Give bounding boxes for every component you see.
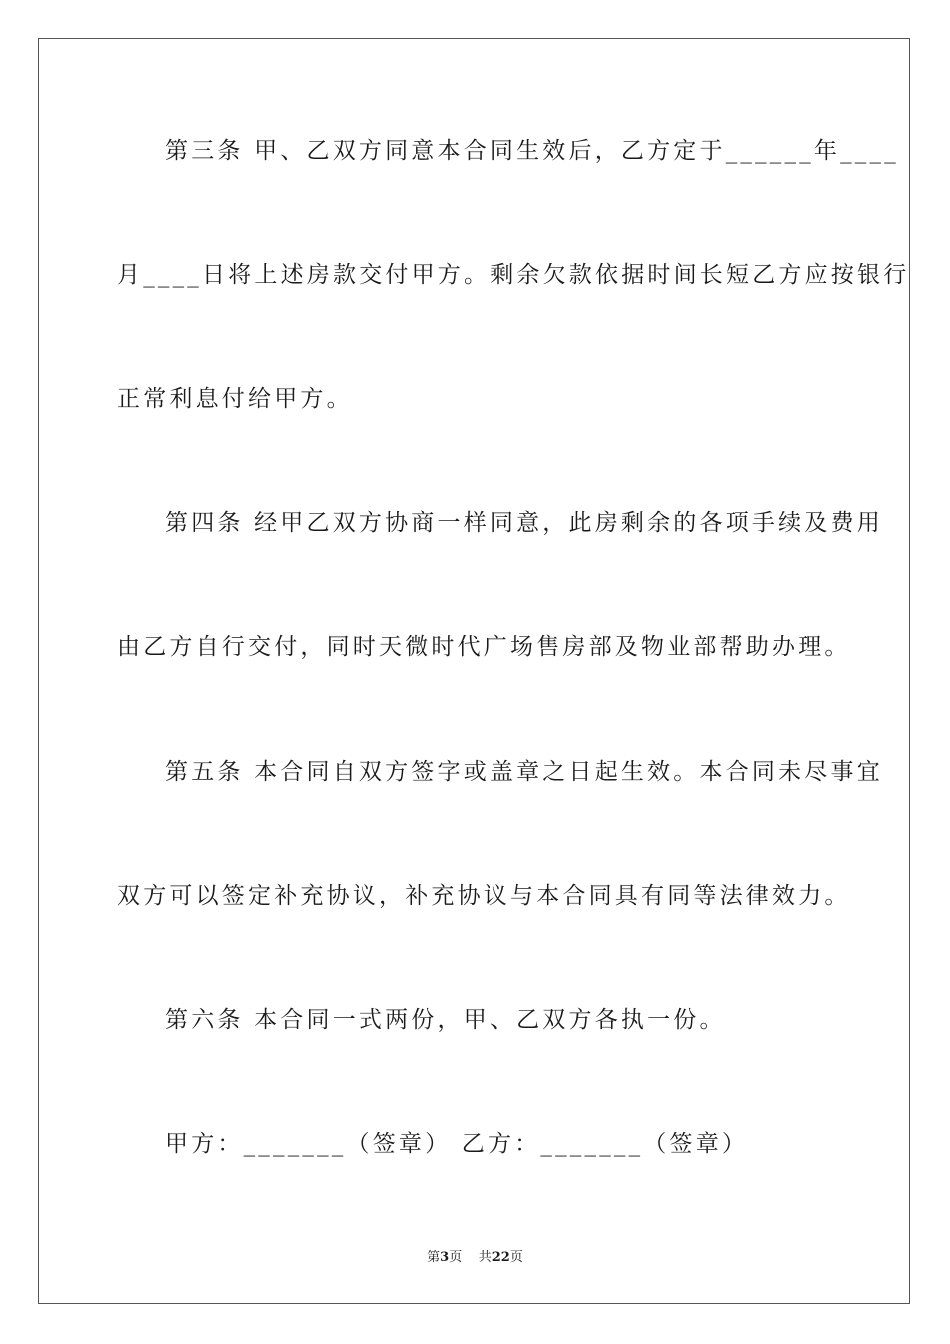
article-5-line-2: 双方可以签定补充协议，补充协议与本合同具有同等法律效力。 bbox=[117, 883, 851, 909]
signature-line: 甲方：_______（签章） 乙方：_______（签章） bbox=[165, 1131, 749, 1157]
footer-page-suffix: 页 bbox=[449, 1250, 463, 1265]
article-5-line-1: 第五条 本合同自双方签字或盖章之日起生效。本合同未尽事宜 bbox=[165, 759, 883, 785]
article-4-line-2: 由乙方自行交付，同时天微时代广场售房部及物业部帮助办理。 bbox=[117, 634, 851, 660]
footer-total-prefix: 共 bbox=[478, 1250, 492, 1265]
article-3-line-1: 第三条 甲、乙双方同意本合同生效后，乙方定于______年____ bbox=[165, 138, 899, 164]
footer-total-suffix: 页 bbox=[509, 1250, 523, 1265]
page-border bbox=[38, 38, 910, 1304]
footer-page-current: 3 bbox=[440, 1250, 450, 1265]
article-3-line-3: 正常利息付给甲方。 bbox=[117, 386, 353, 412]
footer-page-prefix: 第 bbox=[427, 1250, 441, 1265]
footer-page-total: 22 bbox=[491, 1250, 510, 1265]
page-footer bbox=[0, 1246, 950, 1265]
article-3-line-2: 月____日将上述房款交付甲方。剩余欠款依据时间长短乙方应按银行 bbox=[117, 262, 910, 288]
article-4-line-1: 第四条 经甲乙双方协商一样同意，此房剩余的各项手续及费用 bbox=[165, 510, 883, 536]
article-6-line-1: 第六条 本合同一式两份，甲、乙双方各执一份。 bbox=[165, 1007, 726, 1033]
